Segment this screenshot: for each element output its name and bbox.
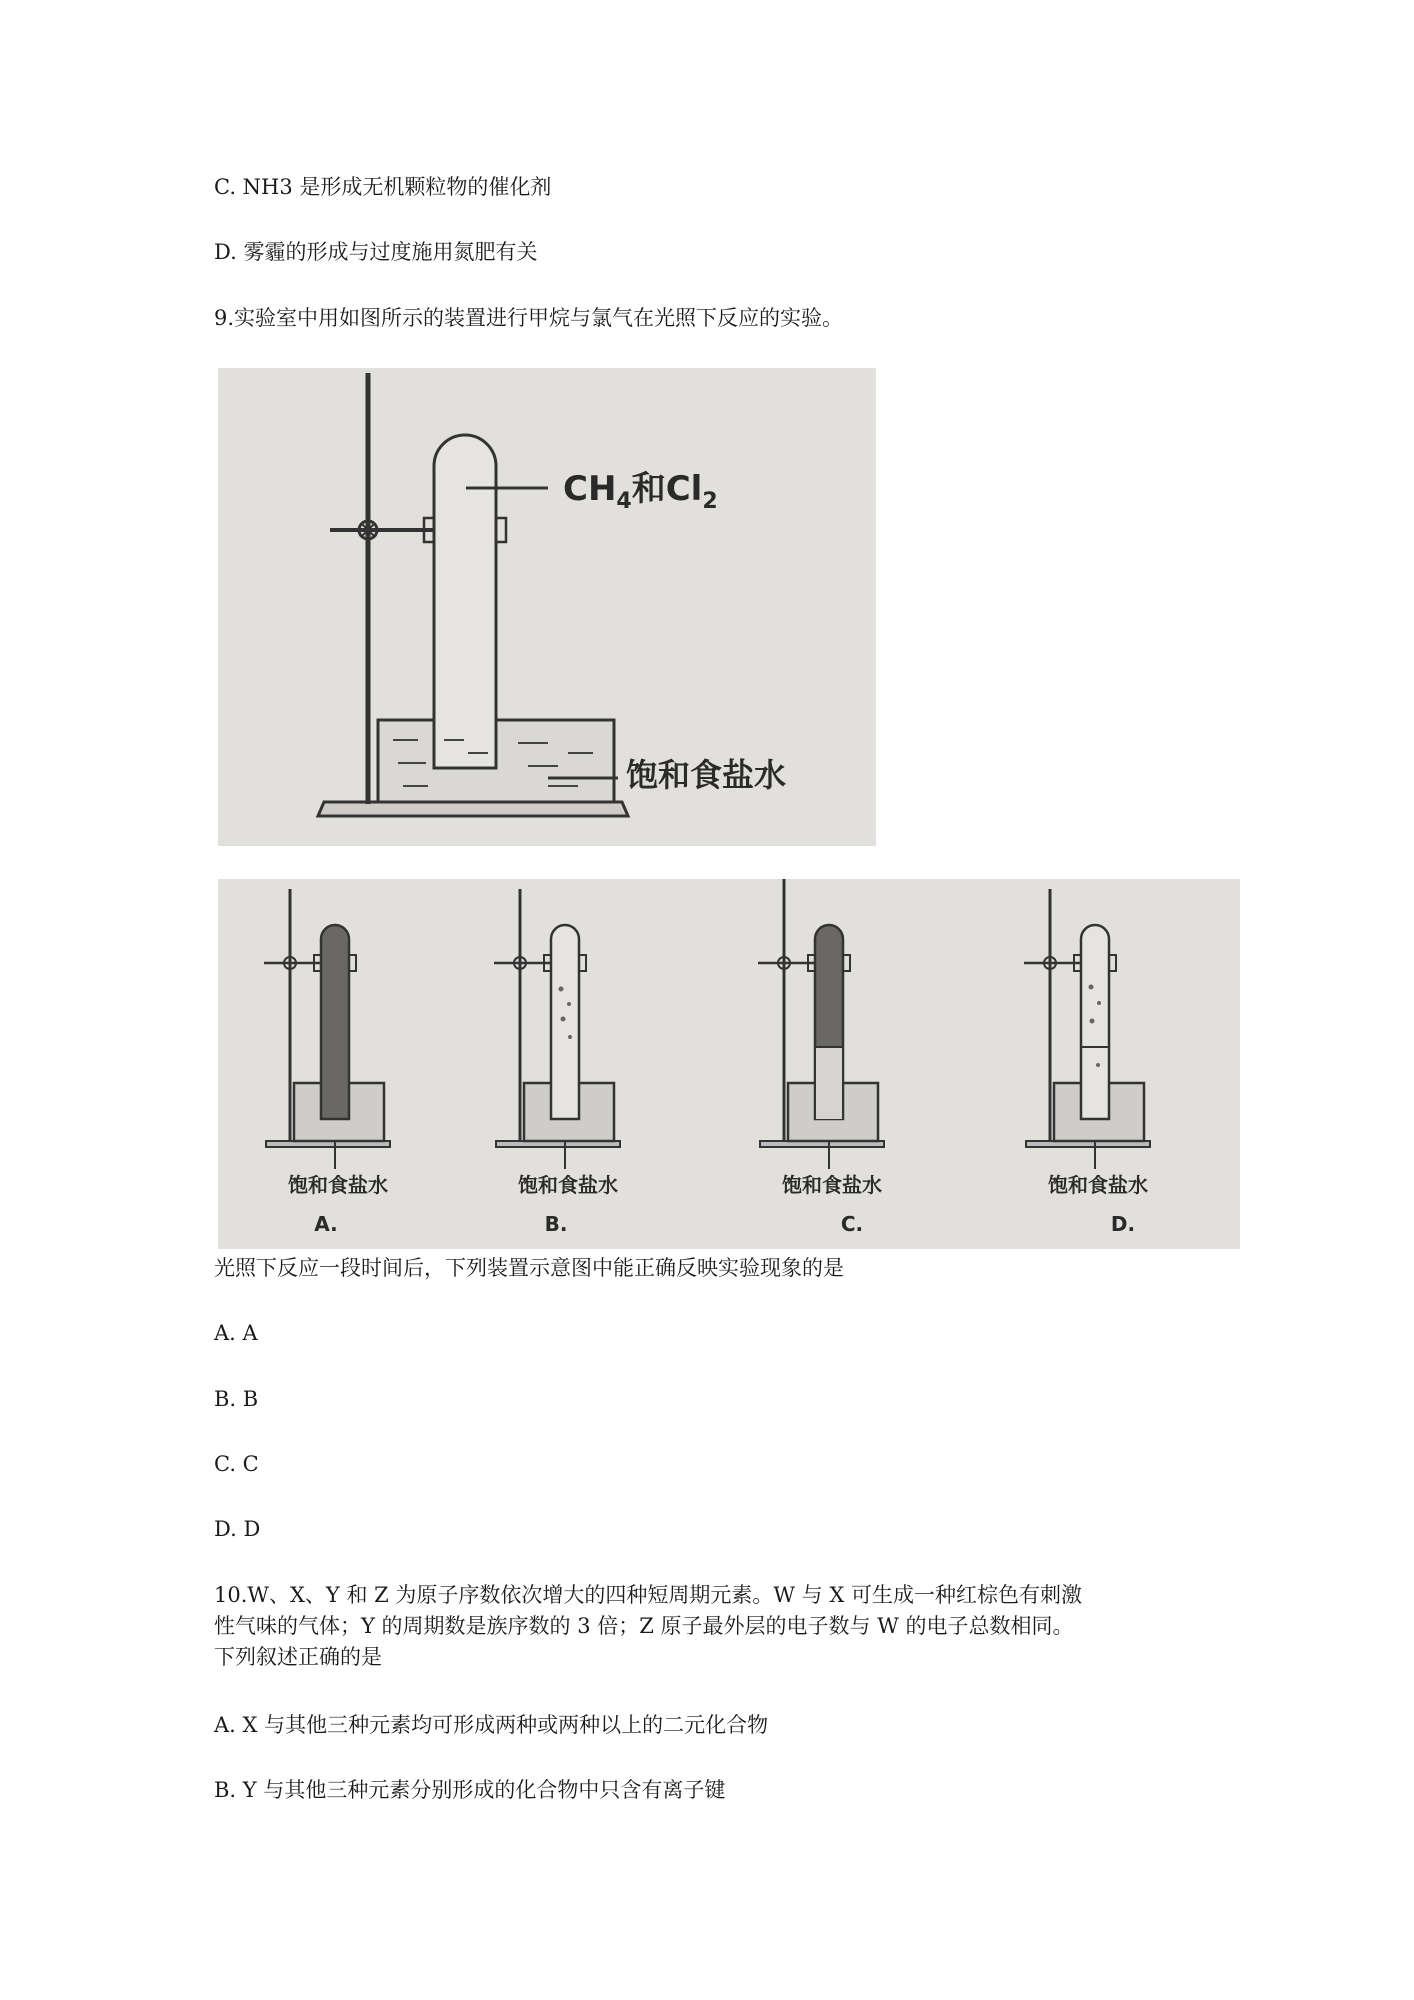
stand-base [318, 802, 628, 816]
panel-c-letter: C. [840, 1212, 864, 1236]
panel-a [264, 889, 390, 1236]
panel-a-letter: A. [314, 1212, 338, 1236]
q9-option-c: C. C [214, 1452, 259, 1476]
q9-stem: 9.实验室中用如图所示的装置进行甲烷与氯气在光照下反应的实验。 [214, 306, 844, 330]
q10-option-a: A. X 与其他三种元素均可形成两种或两种以上的二元化合物 [214, 1713, 769, 1737]
panel-c [758, 879, 884, 1236]
panel-c-caption: 饱和食盐水 [782, 1173, 882, 1197]
test-tube [434, 435, 496, 768]
liquid-label: 饱和食盐水 [626, 756, 787, 794]
q9-question: 光照下反应一段时间后，下列装置示意图中能正确反映实验现象的是 [214, 1256, 844, 1280]
panel-b [494, 889, 620, 1236]
panel-d-caption: 饱和食盐水 [1048, 1173, 1148, 1197]
q10-stem-line1: 10.W、X、Y 和 Z 为原子序数依次增大的四种短周期元素。W 与 X 可生成一种红棕色有刺激 [214, 1583, 1082, 1607]
q10-stem-line3: 下列叙述正确的是 [214, 1645, 382, 1669]
panel-a-caption: 饱和食盐水 [288, 1173, 388, 1197]
panel-b-letter: B. [544, 1212, 568, 1236]
gas-label: $CH_4$和$Cl_2$ [563, 469, 718, 514]
panel-b-caption: 饱和食盐水 [518, 1173, 618, 1197]
q9-option-d: D. D [214, 1517, 261, 1541]
q9-choices-figure [218, 879, 1240, 1249]
choices-drawing [218, 879, 1240, 1249]
q10-stem-line2: 性气味的气体；Y 的周期数是族序数的 3 倍；Z 原子最外层的电子数与 W 的电子总数相同。 [214, 1614, 1074, 1638]
q9-option-b: B. B [214, 1387, 259, 1411]
q8-option-d: D. 雾霾的形成与过度施用氮肥有关 [214, 240, 538, 264]
panel-d [1024, 889, 1150, 1236]
panel-d-letter: D. [1110, 1212, 1136, 1236]
q8-option-c: C. NH3 是形成无机颗粒物的催化剂 [214, 175, 552, 199]
q9-apparatus-figure [218, 368, 876, 846]
q9-option-a: A. A [214, 1321, 258, 1345]
q10-option-b: B. Y 与其他三种元素分别形成的化合物中只含有离子键 [214, 1778, 726, 1802]
apparatus-drawing [218, 368, 876, 846]
